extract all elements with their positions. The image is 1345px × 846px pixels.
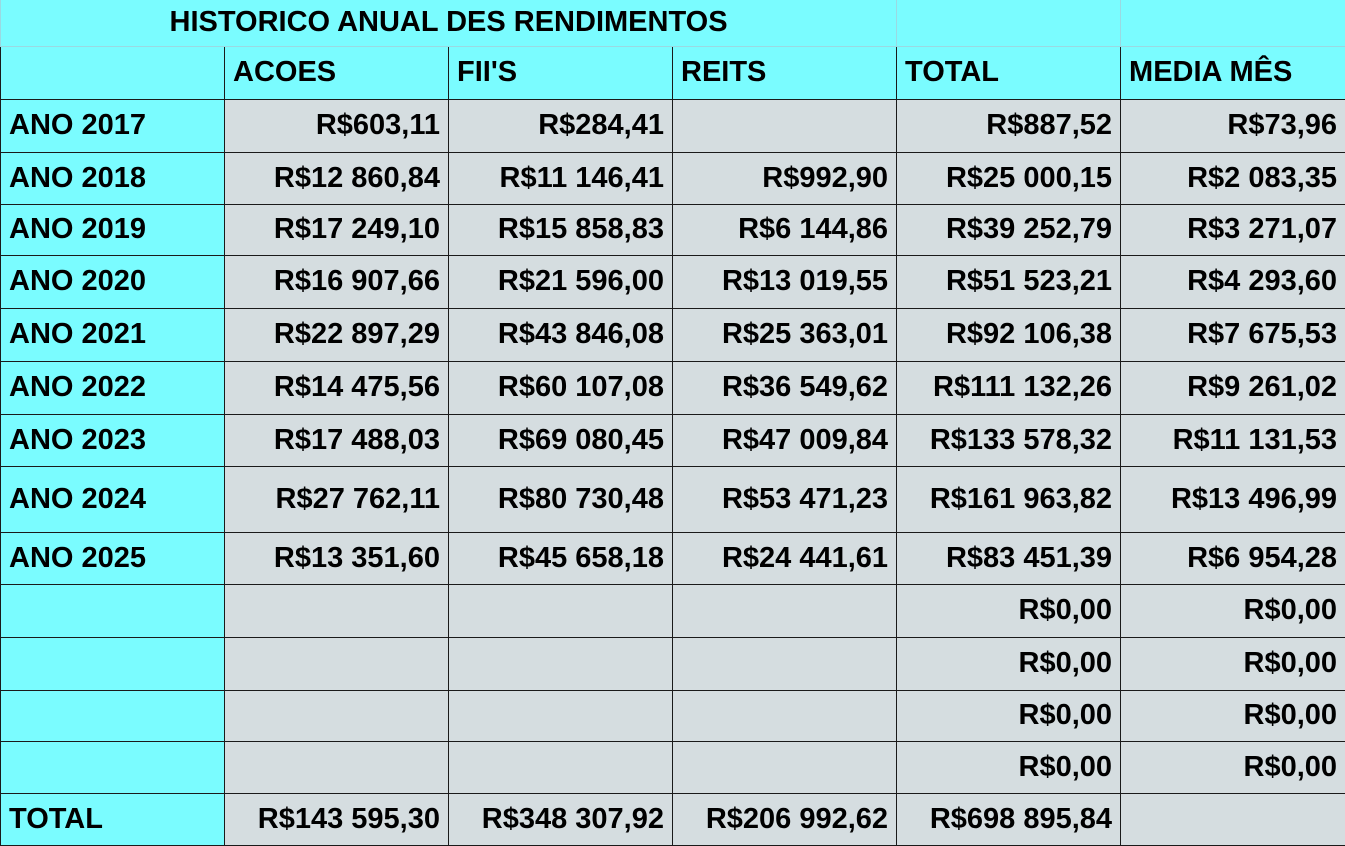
row-label-cell[interactable] xyxy=(1,741,225,793)
total-row-fiis-cell[interactable]: R$348 307,92 xyxy=(449,793,673,845)
table-row xyxy=(1,255,1345,308)
row-label-cell[interactable]: ANO 2023 xyxy=(1,414,225,466)
media-mes-cell[interactable]: R$73,96 xyxy=(1121,99,1345,152)
media-mes-cell[interactable]: R$2 083,35 xyxy=(1121,152,1345,204)
media-mes-cell[interactable]: R$7 675,53 xyxy=(1121,308,1345,361)
header-cell-reits[interactable]: REITS xyxy=(673,46,897,99)
table-row xyxy=(1,308,1345,361)
fiis-cell[interactable]: R$69 080,45 xyxy=(449,414,673,466)
reits-cell[interactable]: R$6 144,86 xyxy=(673,204,897,255)
title-cell-empty[interactable] xyxy=(1121,0,1345,46)
fiis-cell[interactable]: R$284,41 xyxy=(449,99,673,152)
table-row xyxy=(1,690,1345,741)
total-cell[interactable]: R$39 252,79 xyxy=(897,204,1121,255)
row-label-cell[interactable]: ANO 2021 xyxy=(1,308,225,361)
total-cell[interactable]: R$887,52 xyxy=(897,99,1121,152)
total-cell[interactable]: R$0,00 xyxy=(897,584,1121,637)
media-mes-cell[interactable]: R$11 131,53 xyxy=(1121,414,1345,466)
acoes-cell[interactable]: R$13 351,60 xyxy=(225,532,449,584)
row-label-cell[interactable] xyxy=(1,690,225,741)
reits-cell[interactable] xyxy=(673,690,897,741)
row-label-cell[interactable]: ANO 2017 xyxy=(1,99,225,152)
total-cell[interactable]: R$111 132,26 xyxy=(897,361,1121,414)
fiis-cell[interactable] xyxy=(449,690,673,741)
acoes-cell[interactable] xyxy=(225,690,449,741)
header-row xyxy=(1,46,1345,99)
acoes-cell[interactable]: R$16 907,66 xyxy=(225,255,449,308)
total-cell[interactable]: R$0,00 xyxy=(897,741,1121,793)
total-row-total-cell[interactable]: R$698 895,84 xyxy=(897,793,1121,845)
acoes-cell[interactable]: R$603,11 xyxy=(225,99,449,152)
fiis-cell[interactable]: R$21 596,00 xyxy=(449,255,673,308)
acoes-cell[interactable]: R$22 897,29 xyxy=(225,308,449,361)
media-mes-cell[interactable]: R$0,00 xyxy=(1121,741,1345,793)
total-cell[interactable]: R$25 000,15 xyxy=(897,152,1121,204)
acoes-cell[interactable]: R$12 860,84 xyxy=(225,152,449,204)
reits-cell[interactable] xyxy=(673,637,897,690)
acoes-cell[interactable] xyxy=(225,637,449,690)
reits-cell[interactable]: R$992,90 xyxy=(673,152,897,204)
header-cell-corner[interactable] xyxy=(1,46,225,99)
total-cell[interactable]: R$51 523,21 xyxy=(897,255,1121,308)
fiis-cell[interactable]: R$45 658,18 xyxy=(449,532,673,584)
media-mes-cell[interactable]: R$6 954,28 xyxy=(1121,532,1345,584)
table-row xyxy=(1,584,1345,637)
table-row xyxy=(1,532,1345,584)
acoes-cell[interactable]: R$27 762,11 xyxy=(225,466,449,532)
total-row-row-label-cell[interactable]: TOTAL xyxy=(1,793,225,845)
total-row xyxy=(1,793,1345,845)
reits-cell[interactable]: R$13 019,55 xyxy=(673,255,897,308)
total-cell[interactable]: R$83 451,39 xyxy=(897,532,1121,584)
reits-cell[interactable]: R$25 363,01 xyxy=(673,308,897,361)
acoes-cell[interactable]: R$17 249,10 xyxy=(225,204,449,255)
row-label-cell[interactable]: ANO 2025 xyxy=(1,532,225,584)
media-mes-cell[interactable]: R$0,00 xyxy=(1121,637,1345,690)
row-label-cell[interactable] xyxy=(1,637,225,690)
total-cell[interactable]: R$92 106,38 xyxy=(897,308,1121,361)
title-row xyxy=(1,0,1345,46)
table-row xyxy=(1,99,1345,152)
total-cell[interactable]: R$133 578,32 xyxy=(897,414,1121,466)
row-label-cell[interactable]: ANO 2022 xyxy=(1,361,225,414)
header-cell-fiis[interactable]: FII'S xyxy=(449,46,673,99)
title-cell-empty[interactable] xyxy=(897,0,1121,46)
table-row xyxy=(1,204,1345,255)
fiis-cell[interactable] xyxy=(449,637,673,690)
fiis-cell[interactable]: R$11 146,41 xyxy=(449,152,673,204)
total-cell[interactable]: R$161 963,82 xyxy=(897,466,1121,532)
row-label-cell[interactable]: ANO 2020 xyxy=(1,255,225,308)
fiis-cell[interactable]: R$43 846,08 xyxy=(449,308,673,361)
total-row-reits-cell[interactable]: R$206 992,62 xyxy=(673,793,897,845)
reits-cell[interactable] xyxy=(673,741,897,793)
reits-cell[interactable]: R$47 009,84 xyxy=(673,414,897,466)
table-row xyxy=(1,414,1345,466)
total-cell[interactable]: R$0,00 xyxy=(897,637,1121,690)
header-cell-media-mes[interactable]: MEDIA MÊS xyxy=(1121,46,1345,99)
table-row xyxy=(1,466,1345,532)
acoes-cell[interactable]: R$17 488,03 xyxy=(225,414,449,466)
table-row xyxy=(1,152,1345,204)
table-row xyxy=(1,741,1345,793)
row-label-cell[interactable] xyxy=(1,584,225,637)
total-row-acoes-cell[interactable]: R$143 595,30 xyxy=(225,793,449,845)
row-label-cell[interactable]: ANO 2019 xyxy=(1,204,225,255)
fiis-cell[interactable] xyxy=(449,741,673,793)
acoes-cell[interactable] xyxy=(225,584,449,637)
media-mes-cell[interactable]: R$3 271,07 xyxy=(1121,204,1345,255)
fiis-cell[interactable] xyxy=(449,584,673,637)
reits-cell[interactable] xyxy=(673,99,897,152)
row-label-cell[interactable]: ANO 2018 xyxy=(1,152,225,204)
row-label-cell[interactable]: ANO 2024 xyxy=(1,466,225,532)
media-mes-cell[interactable]: R$13 496,99 xyxy=(1121,466,1345,532)
acoes-cell[interactable]: R$14 475,56 xyxy=(225,361,449,414)
header-cell-acoes[interactable]: ACOES xyxy=(225,46,449,99)
sheet-title[interactable]: HISTORICO ANUAL DES RENDIMENTOS xyxy=(1,0,897,46)
table-row xyxy=(1,361,1345,414)
total-row-media-mes-cell[interactable] xyxy=(1121,793,1345,845)
header-cell-total[interactable]: TOTAL xyxy=(897,46,1121,99)
total-cell[interactable]: R$0,00 xyxy=(897,690,1121,741)
table-row xyxy=(1,637,1345,690)
media-mes-cell[interactable]: R$4 293,60 xyxy=(1121,255,1345,308)
fiis-cell[interactable]: R$60 107,08 xyxy=(449,361,673,414)
reits-cell[interactable] xyxy=(673,584,897,637)
reits-cell[interactable]: R$36 549,62 xyxy=(673,361,897,414)
fiis-cell[interactable]: R$15 858,83 xyxy=(449,204,673,255)
acoes-cell[interactable] xyxy=(225,741,449,793)
media-mes-cell[interactable]: R$0,00 xyxy=(1121,690,1345,741)
media-mes-cell[interactable]: R$9 261,02 xyxy=(1121,361,1345,414)
reits-cell[interactable]: R$53 471,23 xyxy=(673,466,897,532)
reits-cell[interactable]: R$24 441,61 xyxy=(673,532,897,584)
fiis-cell[interactable]: R$80 730,48 xyxy=(449,466,673,532)
media-mes-cell[interactable]: R$0,00 xyxy=(1121,584,1345,637)
